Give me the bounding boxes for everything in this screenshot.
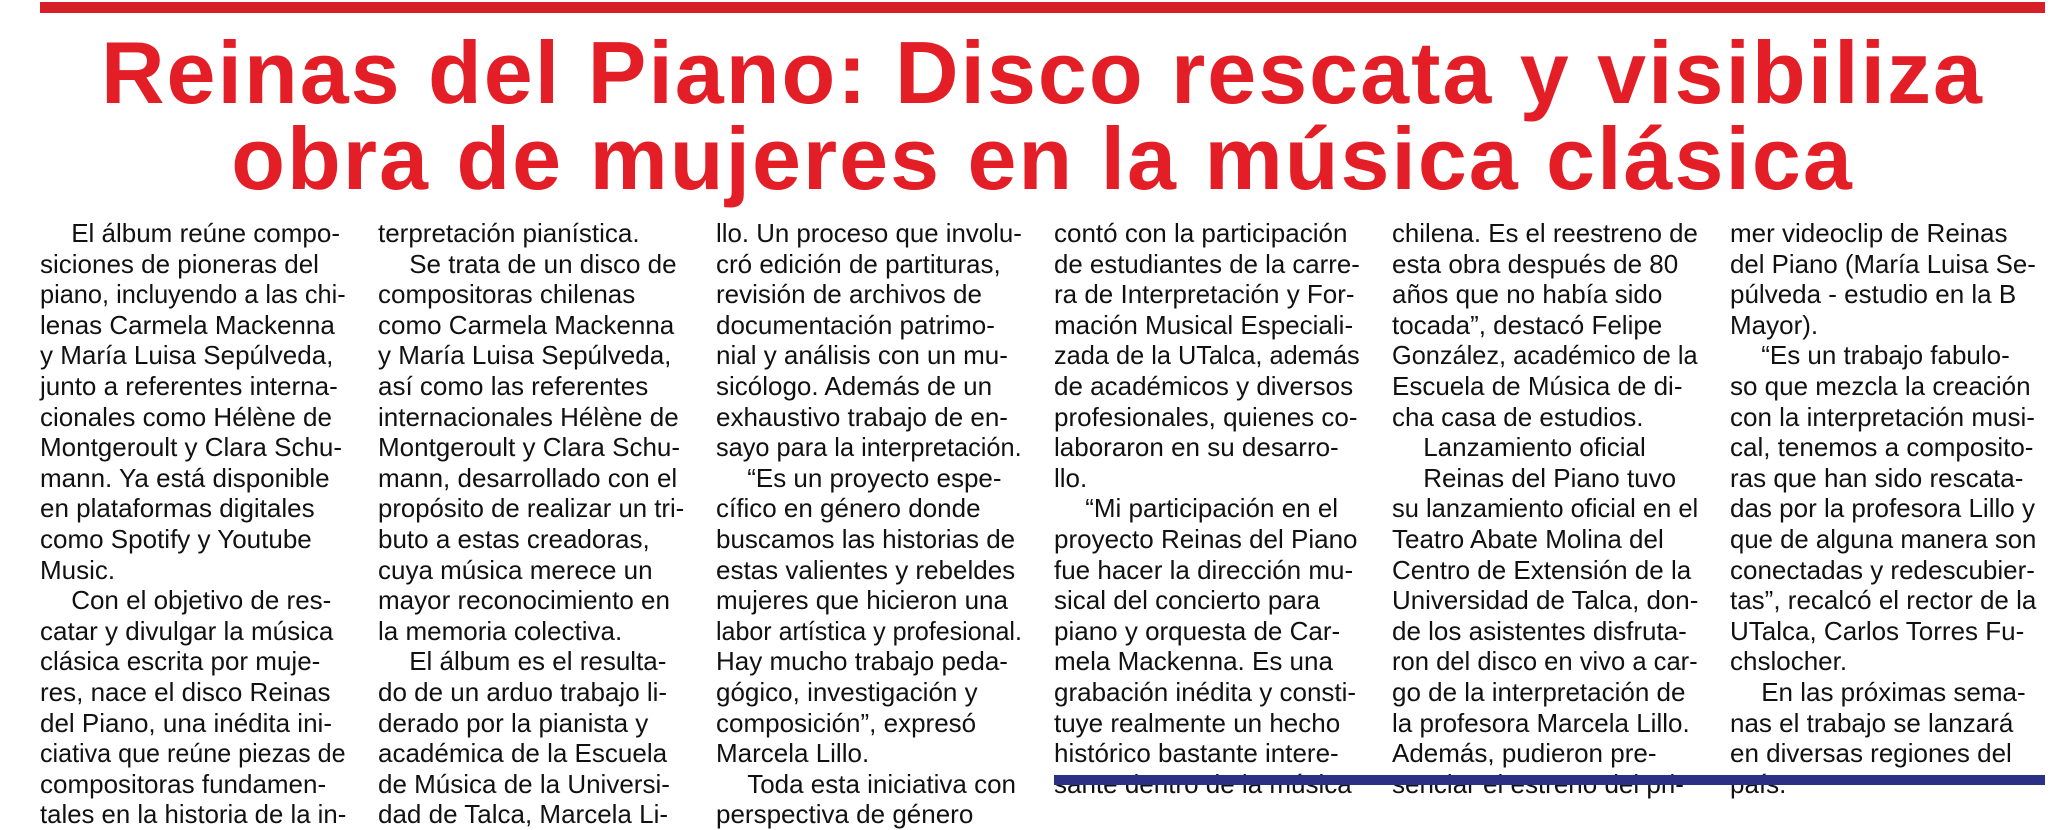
text-line: Montgeroult y Clara Schu-: [378, 432, 681, 463]
text-line: “Es un trabajo fabulo-: [1761, 340, 2010, 371]
column-2: [378, 218, 684, 830]
text-line: Se trata de un disco de: [409, 248, 677, 279]
text-line: Montgeroult y Clara Schu-: [40, 432, 343, 463]
text-line: estas valientes y rebeldes: [716, 554, 1016, 585]
text-line: Hay mucho trabajo peda-: [716, 646, 1008, 677]
text-line: Marcela Lillo.: [716, 738, 870, 769]
text-line: “Es un proyecto espe-: [747, 462, 1002, 493]
text-line: cífico en género donde: [716, 493, 981, 524]
text-line: fue hacer la dirección mu-: [1054, 554, 1354, 585]
text-line: y María Luisa Sepúlveda,: [40, 340, 334, 371]
text-line: documentación patrimo-: [716, 309, 995, 340]
text-line: exhaustivo trabajo de en-: [716, 401, 1008, 432]
text-line: terpretación pianística.: [378, 218, 640, 248]
text-line: su lanzamiento oficial en el: [1392, 493, 1699, 524]
text-line: zada de la UTalca, además: [1054, 340, 1360, 371]
text-line: cal, tenemos a composito-: [1730, 432, 2034, 463]
text-line: Con el objetivo de res-: [71, 585, 332, 616]
text-line: Universidad de Talca, don-: [1392, 585, 1699, 616]
text-line: ras que han sido rescata-: [1730, 462, 2024, 493]
text-line: nial y análisis con un mu-: [716, 340, 1008, 371]
text-line: en plataformas digitales: [40, 493, 315, 524]
text-line: llo. Un proceso que involu-: [716, 218, 1022, 248]
text-line: Music.: [40, 554, 116, 585]
text-line: El álbum reúne compo-: [71, 218, 340, 248]
text-line: go de la interpretación de: [1392, 676, 1686, 707]
text-line: internacionales Hélène de: [378, 401, 679, 432]
text-line: ciativa que reúne piezas de: [40, 738, 346, 769]
text-line: de académicos y diversos: [1054, 370, 1354, 401]
text-line: compositoras fundamen-: [40, 768, 327, 799]
text-line: mación Musical Especiali-: [1054, 309, 1354, 340]
text-line: siciones de pioneras del: [40, 248, 319, 279]
text-line: tas”, recalcó el rector de la: [1730, 585, 2037, 616]
text-line: tuye realmente un hecho: [1054, 707, 1341, 738]
text-line: en diversas regiones del: [1730, 738, 2012, 769]
text-line: buto a estas creadoras,: [378, 523, 650, 554]
text-line: Toda esta iniciativa con: [747, 768, 1017, 799]
text-line: como Carmela Mackenna: [378, 309, 675, 340]
text-line: dad de Talca, Marcela Li-: [378, 799, 669, 830]
text-line: tales en la historia de la in-: [40, 799, 347, 830]
text-line: mela Mackenna. Es una: [1054, 646, 1333, 677]
text-line: mann, desarrollado con el: [378, 462, 678, 493]
text-line: do de un arduo trabajo li-: [378, 676, 668, 707]
headline: [40, 23, 2045, 208]
text-line: nas el trabajo se lanzará: [1730, 707, 2014, 738]
text-line: ron del disco en vivo a car-: [1392, 646, 1698, 677]
text-line: derado por la pianista y: [378, 707, 649, 738]
text-line: catar y divulgar la música: [40, 615, 334, 646]
text-line: así como las referentes: [378, 370, 649, 401]
text-line: UTalca, Carlos Torres Fu-: [1730, 615, 2025, 646]
column-6: [1730, 218, 2036, 799]
text-line: lenas Carmela Mackenna: [40, 309, 335, 340]
text-line: tocada”, destacó Felipe: [1392, 309, 1663, 340]
headline-line-2: obra de mujeres en la música clásica: [231, 109, 1854, 208]
text-line: Reinas del Piano tuvo: [1423, 462, 1677, 493]
text-line: so que mezcla la creación: [1730, 370, 2031, 401]
text-line: profesionales, quienes co-: [1054, 401, 1358, 432]
text-line: cionales como Hélène de: [40, 401, 332, 432]
column-1: [40, 218, 346, 830]
text-line: chslocher.: [1730, 646, 1848, 677]
text-line: “Mi participación en el: [1085, 493, 1339, 524]
text-line: compositoras chilenas: [378, 279, 636, 310]
text-line: buscamos las historias de: [716, 523, 1016, 554]
text-line: Además, pudieron pre-: [1392, 738, 1657, 769]
text-line: das por la profesora Lillo y: [1730, 493, 2035, 524]
text-line: esta obra después de 80: [1392, 248, 1679, 279]
text-line: piano, incluyendo a las chi-: [40, 279, 346, 310]
text-line: de estudiantes de la carre-: [1054, 248, 1360, 279]
text-line: Lanzamiento oficial: [1423, 432, 1646, 463]
text-line: composición”, expresó: [716, 707, 977, 738]
text-line: sical del concierto para: [1054, 585, 1320, 616]
text-line: labor artística y profesional.: [716, 615, 1022, 646]
text-line: la profesora Marcela Lillo.: [1392, 707, 1690, 738]
text-line: de los asistentes disfruta-: [1392, 615, 1687, 646]
text-line: mayor reconocimiento en: [378, 585, 670, 616]
text-line: González, académico de la: [1392, 340, 1698, 371]
text-line: Teatro Abate Molina del: [1392, 523, 1664, 554]
text-line: proyecto Reinas del Piano: [1054, 523, 1358, 554]
text-line: y María Luisa Sepúlveda,: [378, 340, 672, 371]
text-line: académica de la Escuela: [378, 738, 668, 769]
text-line: del Piano (María Luisa Se-: [1730, 248, 2036, 279]
text-line: El álbum es el resulta-: [409, 646, 667, 677]
text-line: cró edición de partituras,: [716, 248, 1001, 279]
text-line: cuya música merece un: [378, 554, 653, 585]
text-line: Escuela de Música de di-: [1392, 370, 1683, 401]
text-line: propósito de realizar un tri-: [378, 493, 685, 524]
text-line: Centro de Extensión de la: [1392, 554, 1692, 585]
text-line: revisión de archivos de: [716, 279, 982, 310]
text-line: como Spotify y Youtube: [40, 523, 312, 554]
text-line: res, nace el disco Reinas: [40, 676, 331, 707]
column-5: [1392, 218, 1698, 799]
text-line: mann. Ya está disponible: [40, 462, 330, 493]
text-line: llo.: [1054, 462, 1088, 493]
text-line: sayo para la interpretación.: [716, 432, 1022, 463]
top-rule: [40, 2, 2045, 13]
text-line: mujeres que hicieron una: [716, 585, 1008, 616]
text-line: histórico bastante intere-: [1054, 738, 1339, 769]
text-line: mer videoclip de Reinas: [1730, 218, 2008, 248]
text-line: del Piano, una inédita ini-: [40, 707, 332, 738]
text-line: la memoria colectiva.: [378, 615, 623, 646]
text-line: años que no había sido: [1392, 279, 1663, 310]
text-line: púlveda - estudio en la B: [1730, 279, 2017, 310]
column-3: [716, 218, 1022, 830]
text-line: contó con la participación: [1054, 218, 1348, 248]
text-line: perspectiva de género: [716, 799, 974, 830]
bottom-rule: [1054, 775, 2045, 785]
text-line: ra de Interpretación y For-: [1054, 279, 1355, 310]
text-line: que de alguna manera son: [1730, 523, 2037, 554]
text-line: cha casa de estudios.: [1392, 401, 1644, 432]
text-line: chilena. Es el reestreno de: [1392, 218, 1698, 248]
text-line: piano y orquesta de Car-: [1054, 615, 1341, 646]
text-line: sicólogo. Además de un: [716, 370, 993, 401]
text-line: junto a referentes interna-: [40, 370, 338, 401]
text-line: conectadas y redescubier-: [1730, 554, 2035, 585]
column-4: [1054, 218, 1360, 799]
text-line: con la interpretación musi-: [1730, 401, 2035, 432]
text-line: laboraron en su desarro-: [1054, 432, 1339, 463]
headline-line-1: Reinas del Piano: Disco rescata y visibiliza: [101, 23, 1984, 122]
text-line: grabación inédita y consti-: [1054, 676, 1357, 707]
text-line: gógico, investigación y: [716, 676, 978, 707]
text-line: Mayor).: [1730, 309, 1819, 340]
text-line: En las próximas sema-: [1761, 676, 2026, 707]
text-line: de Música de la Universi-: [378, 768, 670, 799]
text-line: clásica escrita por muje-: [40, 646, 321, 677]
